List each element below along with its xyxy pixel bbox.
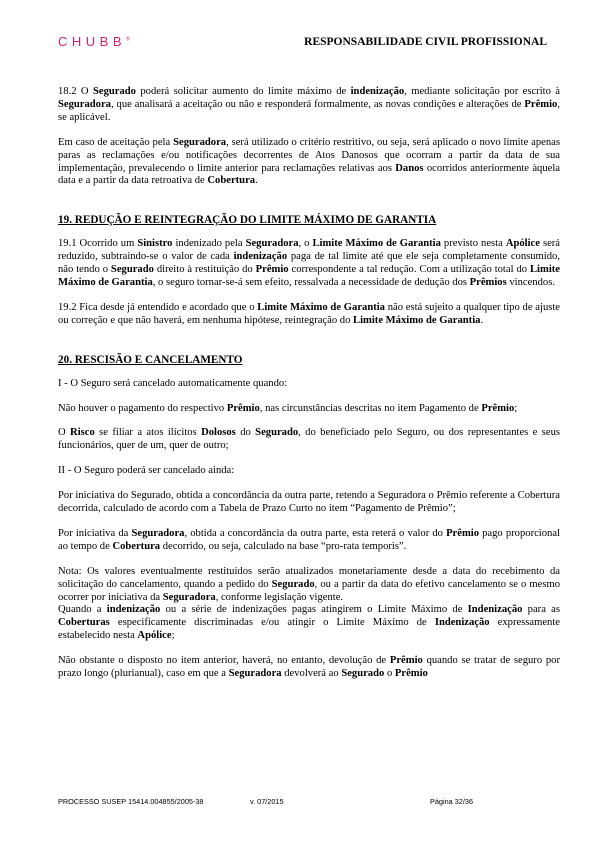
text-run: Prêmios xyxy=(469,276,507,288)
text-run: o xyxy=(384,668,395,680)
text-run: poderá solicitar aumento do limite máximo de xyxy=(135,86,351,97)
text-run: Não houver o pagamento do respectivo xyxy=(58,402,227,414)
text-run: Seguradora xyxy=(131,527,185,539)
registered-mark: ® xyxy=(126,36,130,43)
text-run: I - O Seguro será cancelado automaticamente quando: xyxy=(58,377,288,389)
footer-process-number: PROCESSO SUSEP 15414.004855/2005-38 xyxy=(58,797,204,806)
text-run: . xyxy=(480,314,484,326)
text-run: Por iniciativa do Segurado, obtida a concordância da outra parte, retendo a Seguradora o Prêmio referente a Cobertura decorrida, calculado de acordo com a Tabela de Prazo Curto no item “Pagamento de Prêmio”; xyxy=(58,490,560,515)
text-run: Segurado xyxy=(341,668,385,680)
paragraph-18-2-continued xyxy=(58,137,560,189)
text-run: 18.2 O xyxy=(58,86,93,97)
text-run: decorrido, ou seja, calculado na base “pro-rata temporis”. xyxy=(160,540,407,552)
text-run: , nas circunstâncias descritas no item Pagamento de xyxy=(259,402,482,414)
paragraph-20-nota xyxy=(58,566,560,605)
text-run: Dolosos xyxy=(201,427,236,439)
text-run: . xyxy=(255,175,258,187)
text-run: indenização xyxy=(233,251,288,263)
text-run: Seguradora xyxy=(162,591,216,603)
footer-page-number: Página 32/36 xyxy=(430,797,474,806)
text-run: expressamente estabelecido nesta xyxy=(58,617,561,642)
paragraph-20-d xyxy=(58,528,560,554)
footer-version: v. 07/2015 xyxy=(250,797,284,806)
text-run: correspondente a tal redução. Com a utilização total do xyxy=(288,264,530,276)
text-run: , mediante solicitação por escrito à xyxy=(404,86,560,97)
paragraph-18-2 xyxy=(58,86,560,125)
text-run: , será utilizado o critério restritivo, ou seja, será aplicado o novo limite apenas paras as reclamações e/ou notificações decorrentes de Atos Danosos que ocorram a partir da data de sua implementação, prevalecendo o limite anterior para reclamações relativas aos xyxy=(58,136,560,174)
paragraph-19-1 xyxy=(58,238,560,290)
paragraph-20-i xyxy=(58,378,560,391)
text-run: Prêmio xyxy=(524,98,558,110)
paragraph-20-b xyxy=(58,427,560,453)
text-run: Por iniciativa da xyxy=(58,527,132,539)
text-run: ou a série de indenizações pagas atingirem o Limite Máximo de xyxy=(160,604,468,616)
text-run: , o xyxy=(298,238,313,250)
text-run: Prêmio xyxy=(226,402,260,414)
text-run: , obtida a concordância da outra parte, esta reterá o valor do xyxy=(184,527,447,539)
text-run: pago proporcional ao tempo de xyxy=(58,527,560,552)
text-run: vincendos. xyxy=(506,276,555,288)
text-run: , do beneficiado pelo Seguro, ou dos representantes e seus funcionários, quer de um, quer de outro; xyxy=(58,427,560,452)
text-run: indenização xyxy=(106,604,161,616)
text-run: direito à restituição do xyxy=(153,264,256,276)
text-run: Prêmio xyxy=(255,264,289,276)
text-run: ocorridos anteriormente àquela data e a partir da data retroativa de xyxy=(58,162,560,187)
text-run: para as xyxy=(522,604,561,616)
text-run: Quando a xyxy=(58,604,107,616)
paragraph-20-e xyxy=(58,604,560,643)
text-run: Segurado xyxy=(92,86,136,97)
document-title: RESPONSABILIDADE CIVIL PROFISSIONAL xyxy=(304,36,547,48)
text-run: Prêmio xyxy=(446,527,480,539)
text-run: Limite Máximo de Garantia xyxy=(257,301,385,313)
text-run: 19.2 Fica desde já entendido e acordado que o xyxy=(58,301,258,313)
text-run: Indenização xyxy=(467,604,523,616)
text-run: Segurado xyxy=(255,427,299,439)
text-run: Seguradora xyxy=(58,98,111,110)
text-run: Coberturas xyxy=(58,617,110,629)
section-heading-19: 19. REDUÇÃO E REINTEGRAÇÃO DO LIMITE MÁXIMO DE GARANTIA xyxy=(58,214,437,227)
text-run: do xyxy=(235,427,256,439)
text-run: quando se tratar de seguro por prazo longo (plurianual), caso em que a xyxy=(58,655,560,680)
text-run: se filiar a atos ilícitos xyxy=(94,427,202,439)
text-run: Cobertura xyxy=(207,175,256,187)
text-run: especificamente discriminadas e/ou atingir o Limite Máximo de xyxy=(109,617,435,629)
chubb-logo xyxy=(58,34,130,49)
text-run: Sinistro xyxy=(137,238,173,250)
text-run: Prêmio xyxy=(389,655,423,667)
text-run: indenização xyxy=(350,86,405,97)
text-run: , o seguro tornar-se-á sem efeito, ressalvada a necessidade de dedução dos xyxy=(152,276,470,288)
text-run: indenizado pela xyxy=(172,238,246,250)
text-run: II - O Seguro poderá ser cancelado ainda: xyxy=(58,465,235,477)
text-run: Prêmio xyxy=(394,668,428,680)
text-run: Não obstante o disposto no item anterior, haverá, no entanto, devolução de xyxy=(58,655,390,667)
text-run: Segurado xyxy=(110,264,154,276)
paragraph-20-c xyxy=(58,490,560,516)
text-run: paga de tal limite até que ele seja completamente consumido, não tendo o xyxy=(58,251,560,276)
text-run: previsto nesta xyxy=(440,238,506,250)
text-run: Nota: Os valores eventualmente restituídos serão atualizados monetariamente desde a data do recebimento da solicitação do cancelamento, quando a pedido do xyxy=(58,565,560,590)
text-run: Segurado xyxy=(271,578,315,590)
text-run: , se aplicável. xyxy=(58,98,560,123)
text-run: 19.1 Ocorrido um xyxy=(58,238,138,250)
text-run: ; xyxy=(171,630,175,642)
text-run: , que analisará a aceitação ou não e responderá formalmente, as novas condições e alterações de xyxy=(110,98,525,110)
text-run: Apólice xyxy=(505,238,540,250)
text-run: Indenização xyxy=(434,617,490,629)
paragraph-19-2 xyxy=(58,302,560,328)
text-run: , conforme legislação vigente. xyxy=(215,591,344,603)
paragraph-20-a xyxy=(58,403,560,416)
text-run: , ou a partir da data do efetivo cancelamento se o mesmo ocorrer por iniciativa da xyxy=(58,578,561,603)
text-run: ; xyxy=(514,402,518,414)
text-run: Limite Máximo de Garantia xyxy=(312,238,441,250)
text-run: Em caso de aceitação pela xyxy=(58,136,174,148)
text-run: Risco xyxy=(70,427,95,439)
document-body xyxy=(58,86,560,693)
text-run: Prêmio xyxy=(481,402,515,414)
text-run: O xyxy=(58,427,71,439)
text-run: Seguradora xyxy=(228,668,282,680)
text-run: devolverá ao xyxy=(281,668,342,680)
text-run: Danos xyxy=(395,162,424,174)
paragraph-20-f xyxy=(58,655,560,681)
logo-text: CHUBB xyxy=(58,34,127,49)
text-run: Limite Máximo de Garantia xyxy=(58,264,560,288)
text-run: Seguradora xyxy=(173,136,227,148)
text-run: Limite Máximo de Garantia xyxy=(353,314,481,326)
text-run: Seguradora xyxy=(245,238,299,250)
text-run: Apólice xyxy=(137,630,172,642)
section-heading-20: 20. RESCISÃO E CANCELAMENTO xyxy=(58,353,243,366)
text-run: Cobertura xyxy=(112,540,161,552)
paragraph-20-ii xyxy=(58,465,560,478)
text-run: será reduzido, subtraindo-se o valor de cada xyxy=(58,238,561,263)
text-run: não está sujeito a qualquer tipo de ajuste ou correção e que não haverá, em nenhuma hipótese, reintegração do xyxy=(58,301,561,326)
